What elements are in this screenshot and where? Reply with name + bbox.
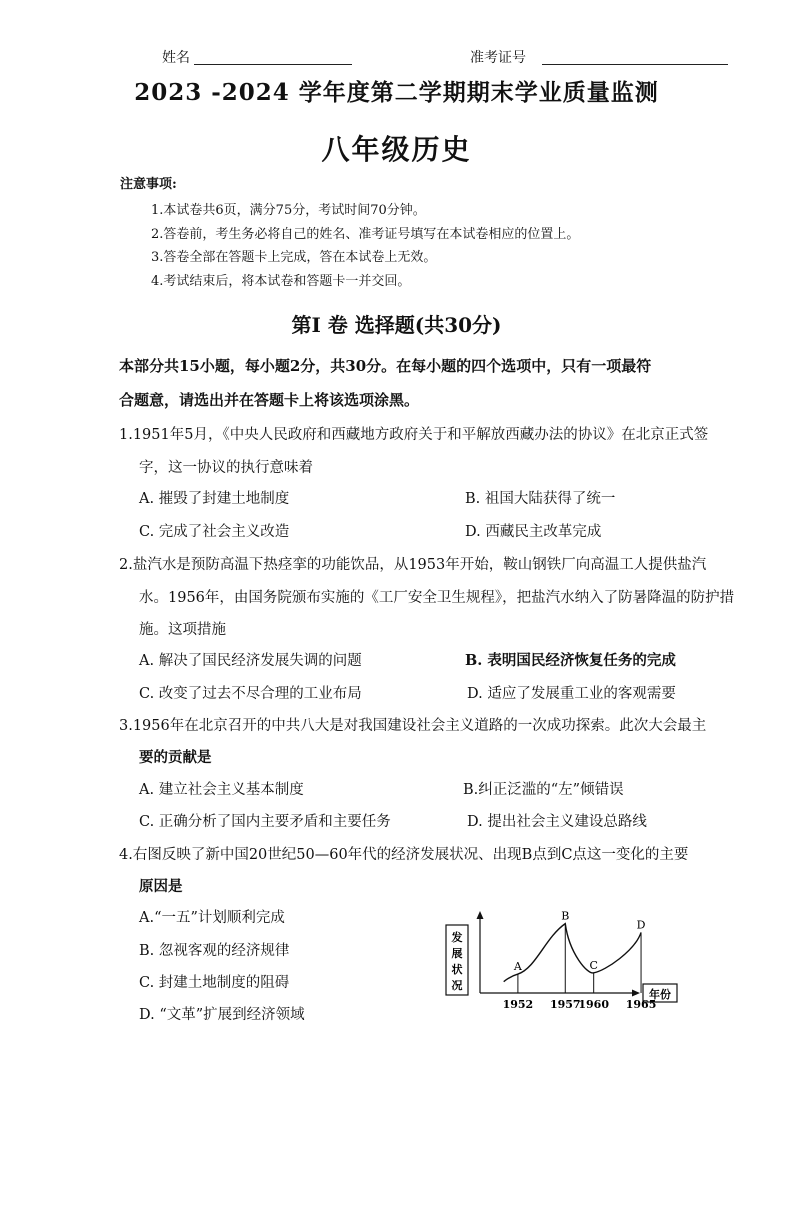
- question-text: 字，这一协议的执行意味着: [139, 460, 313, 476]
- ylabel-char: 况: [451, 979, 463, 992]
- y-axis-arrow: [477, 911, 484, 919]
- x-axis-arrow: [632, 990, 640, 997]
- ylabel-char: 展: [451, 947, 463, 960]
- option-c: C. 改变了过去不尽合理的工业布局: [139, 686, 362, 702]
- point-label: A: [513, 960, 522, 974]
- series-line: [504, 924, 641, 982]
- option-c: C. 完成了社会主义改造: [139, 524, 290, 540]
- ylabel-text: [451, 930, 463, 992]
- point-label: B: [561, 909, 570, 923]
- name-blank[interactable]: [194, 64, 352, 65]
- point-label: C: [589, 958, 598, 972]
- option-c: C. 正确分析了国内主要矛盾和主要任务: [139, 814, 391, 830]
- option-a: A. 摧毁了封建土地制度: [139, 491, 290, 507]
- ylabel-char: 发: [451, 931, 463, 944]
- x-tick-label: 1965: [625, 998, 657, 1011]
- question-text: 原因是: [139, 878, 183, 895]
- note-item: 2.答卷前，考生务必将自己的姓名、准考证号填写在本试卷相应的位置上。: [151, 227, 580, 242]
- economy-line-chart: [440, 905, 680, 1017]
- note-item: 4.考试结束后，将本试卷和答题卡一并交回。: [151, 274, 411, 289]
- question-text: 施。这项措施: [139, 622, 226, 638]
- exam-subtitle: 八年级历史: [321, 133, 472, 166]
- note-item: 3.答卷全部在答题卡上完成，答在本试卷上无效。: [151, 250, 437, 265]
- option-c: C. 封建土地制度的阻碍: [139, 975, 290, 991]
- option-b: B. 祖国大陆获得了统一: [465, 491, 616, 507]
- x-tick-label: 1952: [502, 998, 534, 1011]
- option-b: B. 忽视客观的经济规律: [139, 943, 290, 959]
- option-d: D. 提出社会主义建设总路线: [467, 814, 647, 830]
- exam-title: 2023 -2024 学年度第二学期期末学业质量监测: [134, 79, 659, 106]
- x-tick-label: 1957: [549, 998, 581, 1011]
- exam-id-label: 准考证号: [470, 50, 526, 66]
- question-text: 2.盐汽水是预防高温下热痉挛的功能饮品，从1953年开始，鞍山钢铁厂向高温工人提供盐汽: [119, 557, 707, 573]
- notes-heading: 注意事项:: [120, 177, 177, 192]
- question-text: 水。1956年，由国务院颁布实施的《工厂安全卫生规程》，把盐汽水纳入了防暑降温的防护措: [139, 590, 735, 606]
- question-text: 要的贡献是: [139, 749, 212, 766]
- option-d: D. “文革”扩展到经济领域: [139, 1007, 305, 1023]
- question-text: 1.1951年5月，《中央人民政府和西藏地方政府关于和平解放西藏办法的协议》在北京正式签: [119, 427, 709, 443]
- ylabel-char: 状: [451, 963, 463, 976]
- name-label: 姓名: [162, 50, 190, 66]
- note-item: 1.本试卷共6页，满分75分，考试时间70分钟。: [151, 203, 426, 218]
- section-intro: 本部分共15小题，每小题2分，共30分。在每小题的四个选项中，只有一项最符: [119, 357, 652, 375]
- option-a: A.“一五”计划顺利完成: [139, 910, 285, 926]
- option-a: A. 解决了国民经济发展失调的问题: [139, 653, 362, 669]
- option-b: B. 表明国民经济恢复任务的完成: [465, 652, 676, 669]
- question-text: 3.1956年在北京召开的中共八大是对我国建设社会主义道路的一次成功探索。此次大会最主: [119, 718, 707, 734]
- point-label: D: [636, 918, 646, 932]
- option-b: B.纠正泛滥的“左”倾错误: [463, 782, 624, 798]
- section-intro: 合题意，请选出并在答题卡上将该选项涂黑。: [119, 391, 420, 409]
- exam-id-blank[interactable]: [542, 64, 728, 65]
- option-a: A. 建立社会主义基本制度: [139, 782, 304, 798]
- option-d: D. 西藏民主改革完成: [465, 524, 602, 540]
- question-text: 4.右图反映了新中国20世纪50—60年代的经济发展状况、出现B点到C点这一变化的主要: [119, 847, 689, 863]
- xlabel: 年份: [649, 988, 671, 1001]
- x-tick-label: 1960: [578, 998, 609, 1011]
- section-title: 第I 卷 选择题(共30分): [291, 313, 502, 337]
- option-d: D. 适应了发展重工业的客观需要: [467, 686, 676, 702]
